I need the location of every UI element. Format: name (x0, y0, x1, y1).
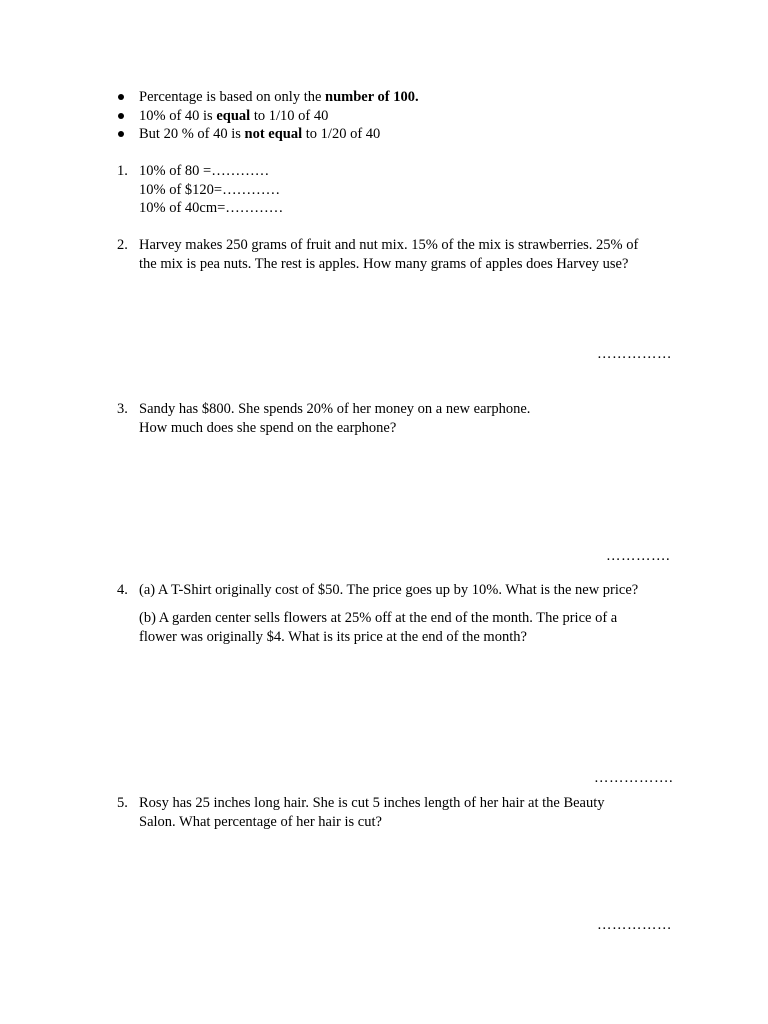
question-number: 4. (117, 582, 128, 598)
answer-blank[interactable]: …………… (597, 917, 672, 933)
question-part-b-line: (b) A garden center sells flowers at 25% off at the end of the month. The price of a (139, 610, 618, 626)
question-line: 10% of 80 =………… (139, 163, 270, 179)
bullet-point-3: But 20 % of 40 is not equal to 1/20 of 40 (139, 126, 381, 142)
question-line: 10% of 40cm=………… (139, 200, 284, 216)
question-number: 1. (117, 163, 128, 179)
question-line: Salon. What percentage of her hair is cut? (139, 814, 382, 830)
answer-blank[interactable]: …………… (597, 346, 672, 362)
question-number: 3. (117, 401, 128, 417)
bullet-dot-icon (118, 94, 124, 100)
question-line: How much does she spend on the earphone? (139, 420, 397, 436)
question-part-b-line: flower was originally $4. What is its price at the end of the month? (139, 629, 527, 645)
question-line: 10% of $120=………… (139, 182, 281, 198)
bullet-dot-icon (118, 131, 124, 137)
question-number: 5. (117, 795, 128, 811)
question-number: 2. (117, 237, 128, 253)
bullet-dot-icon (118, 113, 124, 119)
question-line: the mix is pea nuts. The rest is apples. How many grams of apples does Harvey use? (139, 256, 629, 272)
bullet-point-1: Percentage is based on only the number of 100. (139, 89, 419, 105)
answer-blank[interactable]: ……………. (594, 770, 674, 786)
bullet-point-2: 10% of 40 is equal to 1/10 of 40 (139, 108, 329, 124)
question-line: Harvey makes 250 grams of fruit and nut mix. 15% of the mix is strawberries. 25% of (139, 237, 639, 253)
question-line: Rosy has 25 inches long hair. She is cut 5 inches length of her hair at the Beauty (139, 795, 605, 811)
question-part-a: (a) A T-Shirt originally cost of $50. The price goes up by 10%. What is the new price? (139, 582, 639, 598)
answer-blank[interactable]: …………. (606, 548, 671, 564)
question-line: Sandy has $800. She spends 20% of her money on a new earphone. (139, 401, 531, 417)
